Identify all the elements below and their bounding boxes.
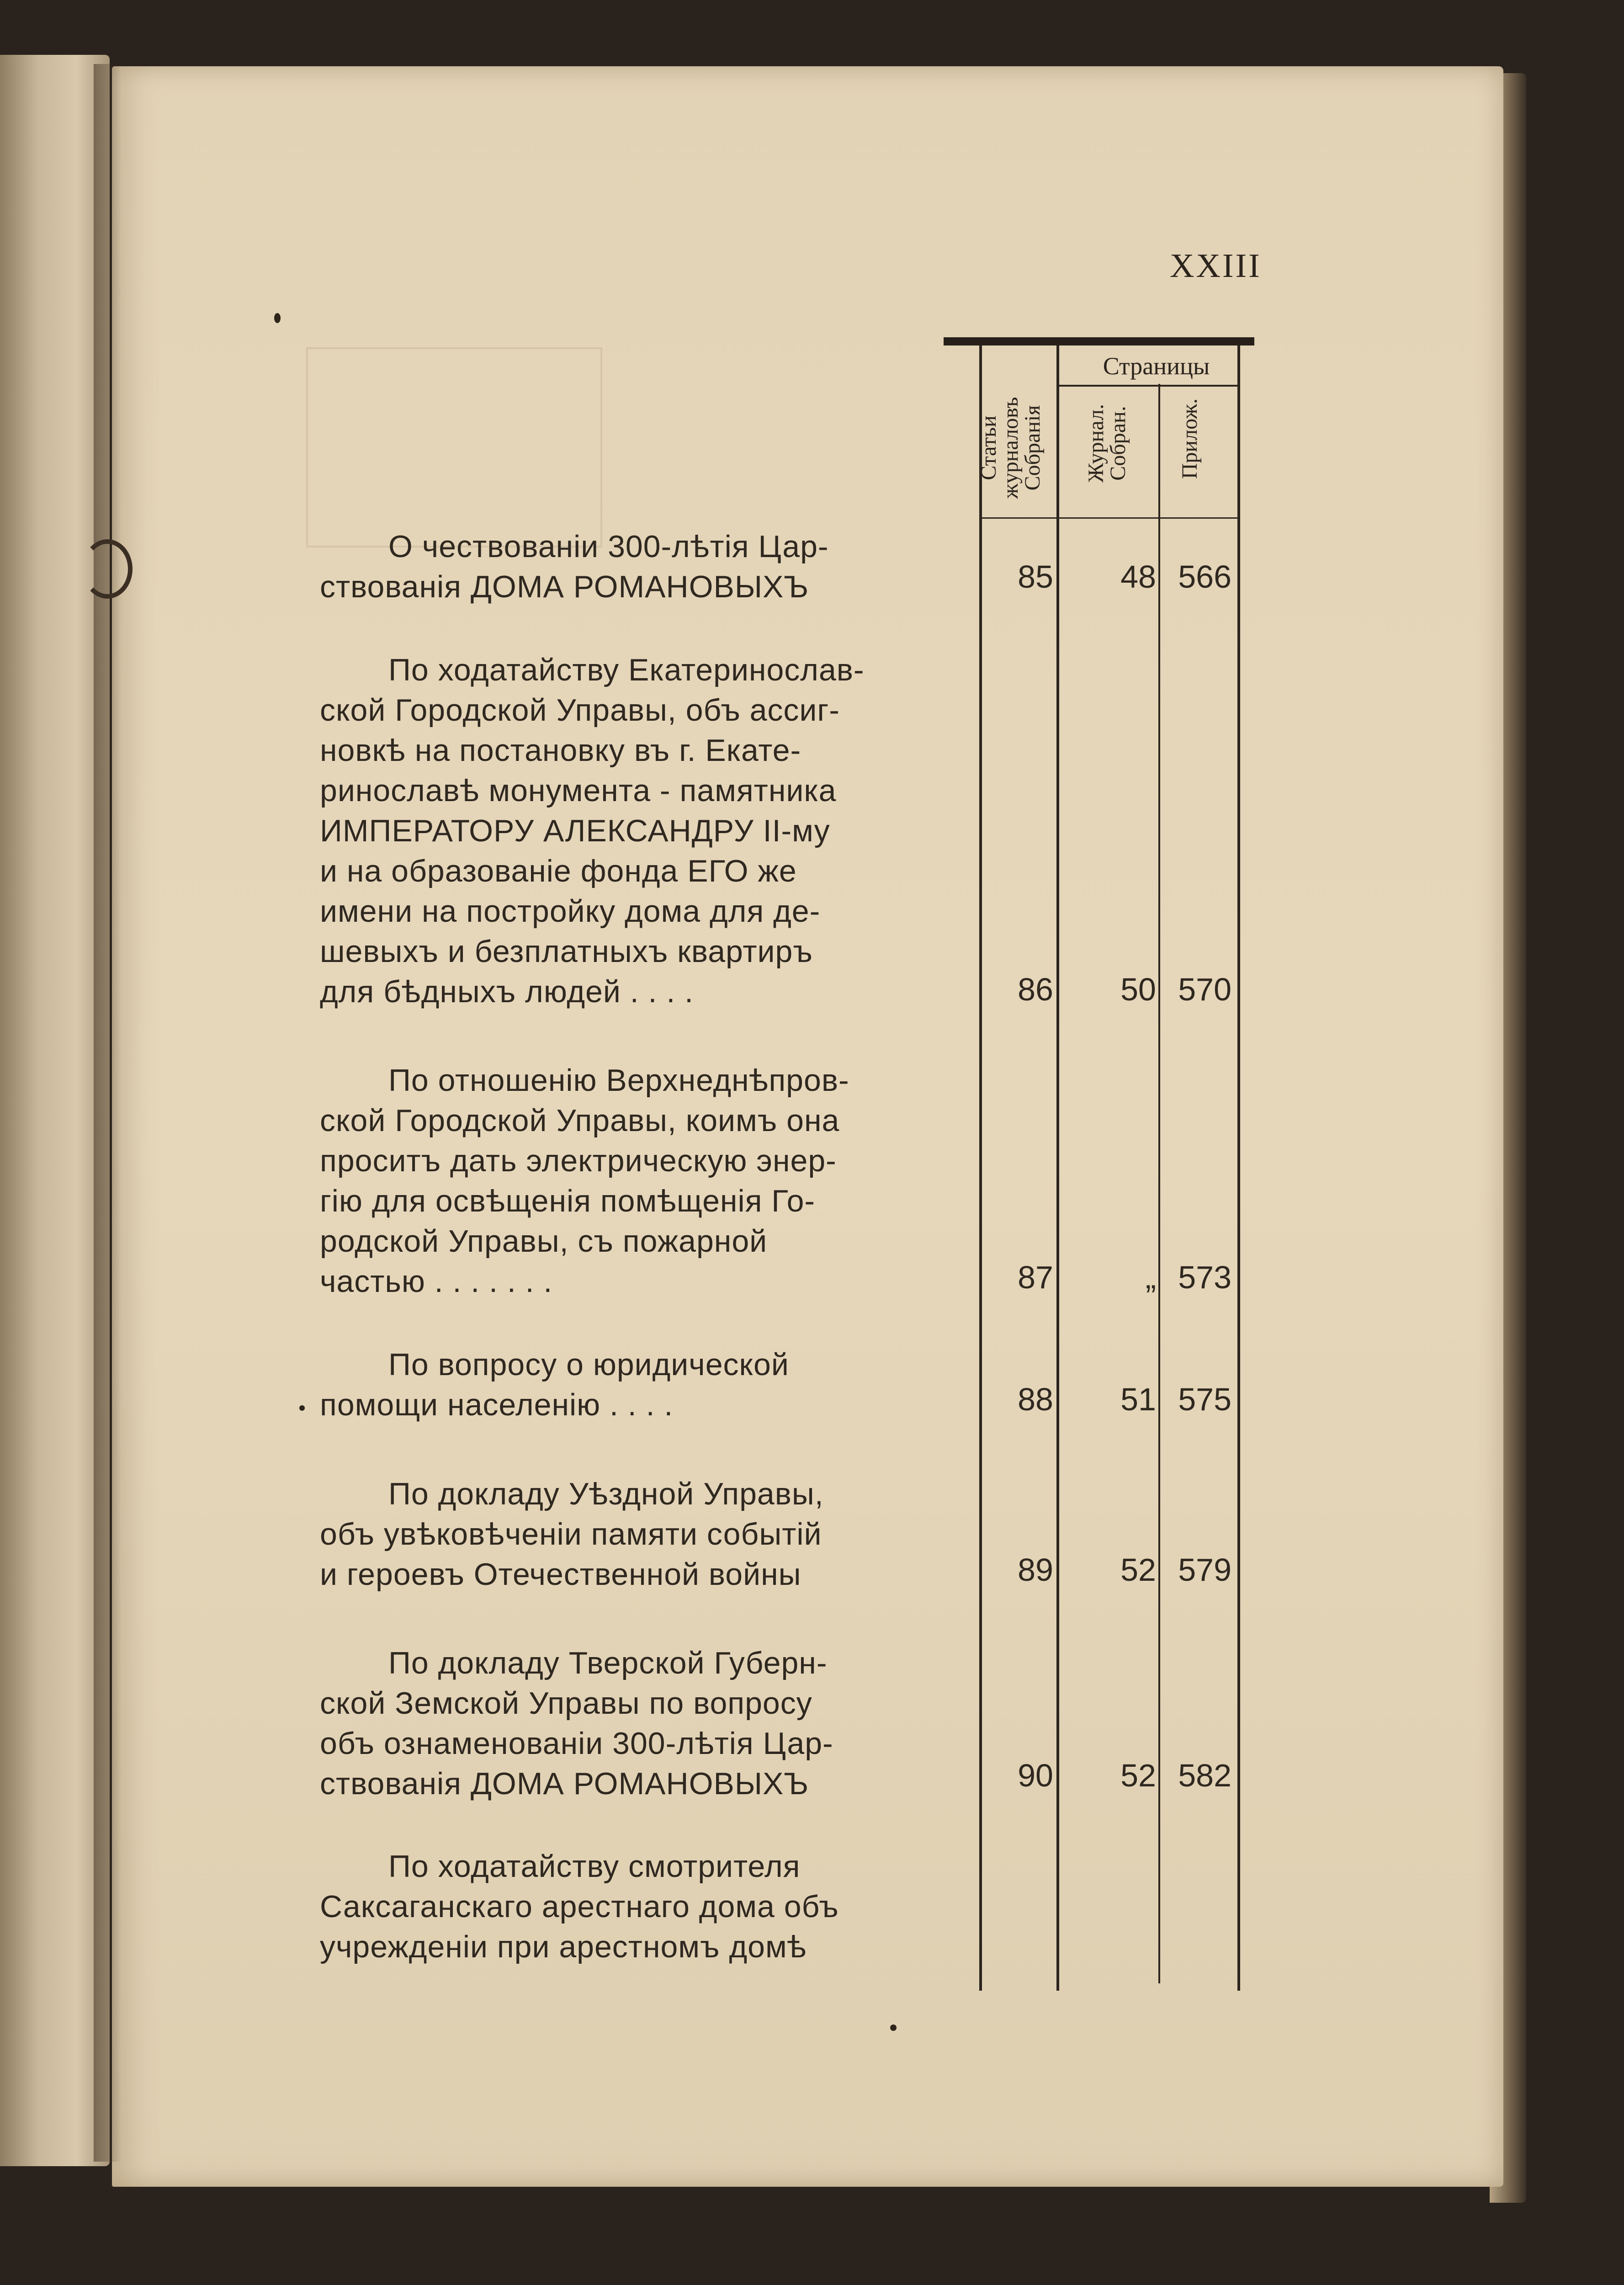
entry-journal-page: 52 (1120, 1758, 1156, 1793)
entry-text: О чествованіи 300-лѣтія Цар- ствованія ДОМА РОМАНОВЫХЪ (320, 529, 829, 604)
entry-article-number: 85 (1018, 559, 1053, 595)
entry-journal-page: 51 (1120, 1382, 1156, 1417)
table-top-rule (944, 337, 1254, 345)
col-head-journal: Журнал. Собран. (1084, 404, 1130, 483)
entry-journal-page: „ (1145, 1259, 1156, 1295)
entry-appendix-page: 582 (1178, 1758, 1231, 1793)
entry-text: По отношенію Верхнеднѣпров- ской Городской Управы, коимъ она проситъ дать электрическую энер- гію для освѣщенія помѣщенія Го- родской Управы, съ пожарной частью . . . . . . . (320, 1063, 849, 1299)
entry-journal-page: 48 (1120, 559, 1156, 595)
entry-text: По докладу Уѣздной Управы, объ увѣковѣченіи памяти событій и героевъ Отечественной войны (320, 1477, 824, 1592)
entry-article-number: 86 (1018, 972, 1053, 1007)
entry-article-number: 88 (1018, 1382, 1053, 1417)
table-divider-journal (1158, 384, 1160, 1983)
ink-speck (890, 2025, 897, 2031)
table-divider-articles (1056, 345, 1059, 1991)
entry-journal-page: 52 (1120, 1552, 1156, 1588)
spine-shadow (94, 64, 121, 2162)
show-through-ghost (306, 347, 602, 547)
entry-appendix-page: 566 (1178, 559, 1231, 595)
entry-text: По вопросу о юридической помощи населенію . . . . (320, 1347, 789, 1422)
book-spine-left-page (0, 55, 110, 2166)
entry-article-number: 90 (1018, 1758, 1053, 1793)
table-right-border (1237, 345, 1240, 1991)
col-head-appendix: Прилож. (1178, 398, 1202, 479)
ink-speck (274, 313, 281, 323)
entry-text: По докладу Тверской Губерн- ской Земской Управы по вопросу объ ознаменованіи 300-лѣтія Цар- ствованія ДОМА РОМАНОВЫХЪ (320, 1646, 833, 1801)
entry-article-number: 87 (1018, 1259, 1053, 1295)
col-head-articles: Статьи журналовъ Собранія (977, 397, 1045, 499)
entry-appendix-page: 573 (1178, 1259, 1231, 1295)
table-left-border (979, 345, 982, 1991)
entry-appendix-page: 579 (1178, 1552, 1231, 1588)
page-number: XXIII (1170, 247, 1262, 285)
entry-journal-page: 50 (1120, 972, 1156, 1007)
entry-text: По ходатайству смотрителя Саксаганскаго арестнаго дома объ учрежденіи при арестномъ домѣ (320, 1849, 839, 1964)
entry-appendix-page: 575 (1178, 1382, 1231, 1417)
ink-speck (299, 1405, 305, 1411)
group-head-pages: Страницы (1103, 352, 1210, 380)
entry-text: По ходатайству Екатеринослав- ской Городской Управы, объ ассиг- новкѣ на постановку въ г. Екате- ринославѣ монумента - памятника ИМПЕРАТОРУ АЛЕКСАНДРУ II-му и на образованіе фонда ЕГО же имени на постройку дома для де- шевыхъ и безплатныхъ квартиръ для бѣдныхъ людей . . . . (320, 653, 865, 1009)
binding-ring (82, 539, 133, 599)
entry-appendix-page: 570 (1178, 972, 1231, 1007)
entry-article-number: 89 (1018, 1552, 1053, 1588)
